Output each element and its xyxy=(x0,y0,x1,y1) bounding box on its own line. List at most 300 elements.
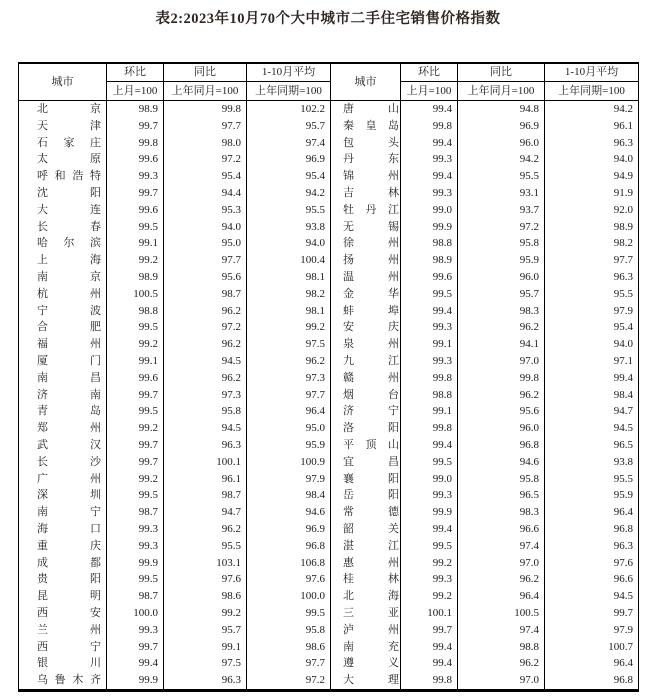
yoy-value: 96.0 xyxy=(458,269,545,286)
city-name-text: 烟台 xyxy=(343,388,399,401)
table-row xyxy=(19,605,639,622)
mom-value: 99.1 xyxy=(401,403,458,420)
yoy-value: 96.2 xyxy=(164,370,247,387)
header-yoy-left: 同比 xyxy=(164,63,247,82)
yoy-value: 94.5 xyxy=(164,353,247,370)
mom-value: 100.5 xyxy=(107,286,164,303)
mom-value: 100.1 xyxy=(401,605,458,622)
yoy-value: 96.2 xyxy=(164,303,247,320)
city-name xyxy=(19,151,107,168)
table-title: 表2:2023年10月70个大中城市二手住宅销售价格指数 xyxy=(155,11,501,27)
city-name-text: 南京 xyxy=(37,270,101,283)
yoy-value: 103.1 xyxy=(164,555,247,572)
city-name-text: 吉林 xyxy=(343,186,399,199)
avg-value: 96.6 xyxy=(545,571,639,588)
city-name-text: 长沙 xyxy=(37,455,101,468)
avg-value: 98.1 xyxy=(247,303,331,320)
avg-value: 95.0 xyxy=(247,420,331,437)
city-name-text: 天津 xyxy=(37,119,101,132)
mom-value: 99.4 xyxy=(401,168,458,185)
avg-value: 96.3 xyxy=(545,269,639,286)
avg-value: 94.5 xyxy=(545,420,639,437)
yoy-value: 98.0 xyxy=(164,135,247,152)
mom-value: 99.8 xyxy=(401,370,458,387)
mom-value: 99.4 xyxy=(401,639,458,656)
yoy-value: 97.7 xyxy=(164,252,247,269)
table-row xyxy=(19,504,639,521)
yoy-value: 94.2 xyxy=(458,151,545,168)
city-name xyxy=(331,353,401,370)
header-avg-base-left: 上年同期=100 xyxy=(247,82,331,101)
mom-value: 99.8 xyxy=(107,135,164,152)
avg-value: 95.8 xyxy=(247,622,331,639)
yoy-value: 96.9 xyxy=(458,118,545,135)
yoy-value: 98.7 xyxy=(164,286,247,303)
city-name-text: 北海 xyxy=(343,590,399,603)
yoy-value: 95.7 xyxy=(164,622,247,639)
city-name xyxy=(19,118,107,135)
avg-value: 97.7 xyxy=(545,252,639,269)
avg-value: 99.7 xyxy=(545,605,639,622)
mom-value: 99.7 xyxy=(107,454,164,471)
mom-value: 99.5 xyxy=(107,403,164,420)
table-body xyxy=(19,101,639,691)
table-row xyxy=(19,151,639,168)
table-row xyxy=(19,403,639,420)
avg-value: 95.9 xyxy=(247,437,331,454)
mom-value: 99.3 xyxy=(401,487,458,504)
avg-value: 100.9 xyxy=(247,454,331,471)
yoy-value: 94.0 xyxy=(164,219,247,236)
city-name-text: 襄阳 xyxy=(343,472,399,485)
yoy-value: 95.0 xyxy=(164,235,247,252)
mom-value: 99.0 xyxy=(401,202,458,219)
table-row xyxy=(19,286,639,303)
yoy-value: 95.7 xyxy=(458,286,545,303)
table-row xyxy=(19,269,639,286)
yoy-value: 95.8 xyxy=(458,235,545,252)
yoy-value: 96.2 xyxy=(164,336,247,353)
mom-value: 99.0 xyxy=(401,471,458,488)
avg-value: 97.5 xyxy=(247,336,331,353)
table-row xyxy=(19,303,639,320)
city-name-text: 济宁 xyxy=(343,405,399,418)
city-name-text: 宁波 xyxy=(37,304,101,317)
city-name xyxy=(331,202,401,219)
city-name-text: 深圳 xyxy=(37,489,101,502)
mom-value: 99.7 xyxy=(107,639,164,656)
header-yoy-right: 同比 xyxy=(458,63,545,82)
avg-value: 96.9 xyxy=(247,151,331,168)
mom-value: 99.8 xyxy=(401,672,458,690)
city-name-text: 湛江 xyxy=(343,539,399,552)
mom-value: 99.9 xyxy=(107,555,164,572)
yoy-value: 94.4 xyxy=(164,185,247,202)
city-name-text: 宜昌 xyxy=(343,455,399,468)
mom-value: 99.9 xyxy=(401,219,458,236)
city-name xyxy=(19,605,107,622)
header-mom-base-right: 上月=100 xyxy=(401,82,458,101)
city-name xyxy=(331,336,401,353)
table-row xyxy=(19,420,639,437)
table-row xyxy=(19,319,639,336)
yoy-value: 95.3 xyxy=(164,202,247,219)
mom-value: 99.2 xyxy=(107,420,164,437)
mom-value: 99.3 xyxy=(401,319,458,336)
yoy-value: 97.3 xyxy=(164,387,247,404)
city-name xyxy=(331,521,401,538)
yoy-value: 93.7 xyxy=(458,202,545,219)
city-name-text: 长春 xyxy=(37,220,101,233)
avg-value: 106.8 xyxy=(247,555,331,572)
city-name-text: 常德 xyxy=(343,506,399,519)
city-name-text: 三亚 xyxy=(343,606,399,619)
city-name xyxy=(331,151,401,168)
yoy-value: 99.1 xyxy=(164,639,247,656)
mom-value: 99.2 xyxy=(107,471,164,488)
avg-value: 96.3 xyxy=(545,135,639,152)
mom-value: 99.3 xyxy=(401,185,458,202)
avg-value: 94.7 xyxy=(545,403,639,420)
table-row xyxy=(19,538,639,555)
yoy-value: 97.7 xyxy=(164,118,247,135)
yoy-value: 99.8 xyxy=(458,370,545,387)
avg-value: 96.4 xyxy=(545,655,639,672)
city-name xyxy=(19,555,107,572)
header-mom-left: 环比 xyxy=(107,63,164,82)
city-name xyxy=(19,655,107,672)
avg-value: 97.9 xyxy=(545,303,639,320)
header-city-right: 城市 xyxy=(331,63,401,101)
city-name-text: 昆明 xyxy=(37,590,101,603)
table-row xyxy=(19,672,639,690)
city-name xyxy=(331,420,401,437)
city-name-text: 杭州 xyxy=(37,287,101,300)
mom-value: 99.5 xyxy=(401,538,458,555)
avg-value: 99.4 xyxy=(545,370,639,387)
city-name-text: 唐山 xyxy=(343,103,399,115)
mom-value: 98.9 xyxy=(107,269,164,286)
yoy-value: 97.5 xyxy=(164,655,247,672)
city-name-text: 哈尔滨 xyxy=(37,237,101,250)
table-row xyxy=(19,168,639,185)
yoy-value: 96.2 xyxy=(458,571,545,588)
city-name-text: 洛阳 xyxy=(343,422,399,435)
yoy-value: 96.5 xyxy=(458,487,545,504)
table-row xyxy=(19,555,639,572)
avg-value: 94.0 xyxy=(545,151,639,168)
city-name xyxy=(331,269,401,286)
avg-value: 98.1 xyxy=(247,269,331,286)
avg-value: 97.1 xyxy=(545,353,639,370)
mom-value: 99.4 xyxy=(401,655,458,672)
city-name-text: 兰州 xyxy=(37,623,101,636)
table-row xyxy=(19,235,639,252)
yoy-value: 96.0 xyxy=(458,135,545,152)
mom-value: 99.5 xyxy=(401,454,458,471)
mom-value: 99.4 xyxy=(401,521,458,538)
avg-value: 97.2 xyxy=(247,672,331,690)
avg-value: 97.6 xyxy=(247,571,331,588)
yoy-value: 96.4 xyxy=(458,588,545,605)
mom-value: 98.7 xyxy=(107,588,164,605)
yoy-value: 96.2 xyxy=(458,655,545,672)
city-name xyxy=(331,454,401,471)
city-name-text: 岳阳 xyxy=(343,489,399,502)
city-name-text: 西宁 xyxy=(37,640,101,653)
yoy-value: 97.0 xyxy=(458,555,545,572)
table-row xyxy=(19,571,639,588)
mom-value: 99.1 xyxy=(107,353,164,370)
city-name xyxy=(331,118,401,135)
mom-value: 99.3 xyxy=(401,151,458,168)
avg-value: 95.5 xyxy=(247,202,331,219)
mom-value: 99.4 xyxy=(401,303,458,320)
city-name xyxy=(19,387,107,404)
mom-value: 99.3 xyxy=(107,538,164,555)
city-name-text: 扬州 xyxy=(343,254,399,267)
avg-value: 93.8 xyxy=(545,454,639,471)
city-name xyxy=(331,588,401,605)
avg-value: 94.2 xyxy=(247,185,331,202)
yoy-value: 96.2 xyxy=(458,387,545,404)
avg-value: 96.4 xyxy=(545,504,639,521)
table-row xyxy=(19,336,639,353)
yoy-value: 98.3 xyxy=(458,504,545,521)
city-name-text: 厦门 xyxy=(37,354,101,367)
yoy-value: 96.2 xyxy=(164,521,247,538)
mom-value: 99.6 xyxy=(107,151,164,168)
avg-value: 95.5 xyxy=(545,286,639,303)
mom-value: 99.9 xyxy=(107,672,164,690)
yoy-value: 98.8 xyxy=(458,639,545,656)
yoy-value: 96.2 xyxy=(458,319,545,336)
city-name xyxy=(19,185,107,202)
city-name xyxy=(19,168,107,185)
yoy-value: 97.6 xyxy=(164,571,247,588)
city-name-text: 郑州 xyxy=(37,422,101,435)
mom-value: 98.8 xyxy=(401,387,458,404)
city-name-text: 大连 xyxy=(37,203,101,216)
avg-value: 96.5 xyxy=(545,437,639,454)
mom-value: 99.4 xyxy=(401,135,458,152)
city-name xyxy=(331,235,401,252)
city-name-text: 西安 xyxy=(37,606,101,619)
mom-value: 99.1 xyxy=(401,336,458,353)
avg-value: 99.5 xyxy=(247,605,331,622)
avg-value: 95.4 xyxy=(545,319,639,336)
city-name xyxy=(19,370,107,387)
header-mom-right: 环比 xyxy=(401,63,458,82)
city-name-text: 贵阳 xyxy=(37,573,101,586)
city-name xyxy=(331,538,401,555)
yoy-value: 96.8 xyxy=(458,437,545,454)
table-row xyxy=(19,202,639,219)
yoy-value: 97.4 xyxy=(458,622,545,639)
city-name xyxy=(19,622,107,639)
yoy-value: 97.4 xyxy=(458,538,545,555)
mom-value: 99.4 xyxy=(401,437,458,454)
table-row xyxy=(19,185,639,202)
city-name xyxy=(19,403,107,420)
city-name-text: 成都 xyxy=(37,556,101,569)
mom-value: 99.8 xyxy=(401,118,458,135)
city-name xyxy=(19,571,107,588)
city-name-text: 福州 xyxy=(37,338,101,351)
yoy-value: 97.2 xyxy=(458,219,545,236)
city-name xyxy=(19,521,107,538)
mom-value: 98.9 xyxy=(401,252,458,269)
mom-value: 99.6 xyxy=(107,202,164,219)
yoy-value: 98.7 xyxy=(164,487,247,504)
city-name xyxy=(19,235,107,252)
city-name-text: 遵义 xyxy=(343,657,399,670)
city-name xyxy=(331,487,401,504)
avg-value: 98.4 xyxy=(247,487,331,504)
city-name xyxy=(19,202,107,219)
table-row xyxy=(19,353,639,370)
city-name xyxy=(331,252,401,269)
city-name xyxy=(19,336,107,353)
city-name xyxy=(331,387,401,404)
table-row xyxy=(19,471,639,488)
avg-value: 92.0 xyxy=(545,202,639,219)
city-name xyxy=(19,219,107,236)
avg-value: 98.9 xyxy=(545,219,639,236)
yoy-value: 96.3 xyxy=(164,672,247,690)
mom-value: 99.3 xyxy=(401,353,458,370)
city-name-text: 包头 xyxy=(343,136,399,149)
city-name xyxy=(331,655,401,672)
table-row xyxy=(19,655,639,672)
mom-value: 99.3 xyxy=(107,521,164,538)
mom-value: 99.5 xyxy=(107,319,164,336)
yoy-value: 95.5 xyxy=(458,168,545,185)
city-name xyxy=(331,605,401,622)
city-name xyxy=(19,353,107,370)
yoy-value: 100.1 xyxy=(164,454,247,471)
avg-value: 96.8 xyxy=(247,538,331,555)
city-name xyxy=(19,319,107,336)
city-name-text: 泉州 xyxy=(343,338,399,351)
mom-value: 99.7 xyxy=(107,118,164,135)
price-index-table-wrap xyxy=(18,62,638,692)
header-yoy-base-right: 上年同月=100 xyxy=(458,82,545,101)
city-name xyxy=(19,672,107,690)
city-name xyxy=(19,454,107,471)
mom-value: 98.9 xyxy=(107,101,164,118)
avg-value: 98.2 xyxy=(247,286,331,303)
city-name-text: 牡丹江 xyxy=(343,203,399,216)
city-name-text: 乌鲁木齐 xyxy=(37,674,101,687)
city-name xyxy=(331,504,401,521)
city-name-text: 温州 xyxy=(343,270,399,283)
header-avg-base-right: 上年同期=100 xyxy=(545,82,639,101)
table-row xyxy=(19,101,639,118)
avg-value: 97.7 xyxy=(247,387,331,404)
avg-value: 98.2 xyxy=(545,235,639,252)
table-row xyxy=(19,387,639,404)
table-row xyxy=(19,135,639,152)
avg-value: 97.9 xyxy=(545,622,639,639)
header-city-left: 城市 xyxy=(19,63,107,101)
table-row xyxy=(19,639,639,656)
mom-value: 99.5 xyxy=(401,286,458,303)
mom-value: 99.2 xyxy=(107,336,164,353)
table-header xyxy=(19,63,639,101)
avg-value: 98.4 xyxy=(545,387,639,404)
city-name-text: 南宁 xyxy=(37,506,101,519)
avg-value: 97.4 xyxy=(247,135,331,152)
city-name-text: 银川 xyxy=(37,657,101,670)
avg-value: 95.9 xyxy=(545,487,639,504)
city-name xyxy=(331,319,401,336)
yoy-value: 95.6 xyxy=(458,403,545,420)
yoy-value: 98.6 xyxy=(164,588,247,605)
city-name-text: 秦皇岛 xyxy=(343,119,399,132)
city-name xyxy=(19,286,107,303)
city-name xyxy=(19,639,107,656)
city-name-text: 武汉 xyxy=(37,438,101,451)
price-index-table xyxy=(18,62,639,692)
city-name xyxy=(19,588,107,605)
avg-value: 94.0 xyxy=(545,336,639,353)
city-name xyxy=(19,538,107,555)
city-name xyxy=(331,219,401,236)
mom-value: 99.6 xyxy=(107,370,164,387)
city-name-text: 桂林 xyxy=(343,573,399,586)
avg-value: 93.8 xyxy=(247,219,331,236)
avg-value: 96.9 xyxy=(247,521,331,538)
table-row xyxy=(19,370,639,387)
city-name xyxy=(331,286,401,303)
city-name-text: 青岛 xyxy=(37,405,101,418)
avg-value: 97.9 xyxy=(247,471,331,488)
table-row xyxy=(19,219,639,236)
table-row xyxy=(19,622,639,639)
avg-value: 100.4 xyxy=(247,252,331,269)
city-name xyxy=(331,370,401,387)
yoy-value: 97.2 xyxy=(164,151,247,168)
city-name-text: 泸州 xyxy=(343,623,399,636)
avg-value: 96.8 xyxy=(545,521,639,538)
table-row xyxy=(19,454,639,471)
mom-value: 99.8 xyxy=(401,420,458,437)
avg-value: 102.2 xyxy=(247,101,331,118)
city-name-text: 上海 xyxy=(37,254,101,267)
city-name xyxy=(331,303,401,320)
yoy-value: 96.6 xyxy=(458,521,545,538)
mom-value: 99.7 xyxy=(401,622,458,639)
city-name-text: 金华 xyxy=(343,287,399,300)
city-name-text: 沈阳 xyxy=(37,186,101,199)
mom-value: 99.4 xyxy=(401,101,458,118)
city-name xyxy=(331,571,401,588)
city-name xyxy=(331,185,401,202)
mom-value: 99.3 xyxy=(107,168,164,185)
city-name-text: 蚌埠 xyxy=(343,304,399,317)
mom-value: 98.7 xyxy=(107,504,164,521)
table-row xyxy=(19,118,639,135)
city-name xyxy=(19,487,107,504)
avg-value: 96.8 xyxy=(545,672,639,690)
avg-value: 94.9 xyxy=(545,168,639,185)
avg-value: 96.2 xyxy=(247,353,331,370)
avg-value: 97.7 xyxy=(247,655,331,672)
mom-value: 98.8 xyxy=(401,235,458,252)
yoy-value: 96.1 xyxy=(164,471,247,488)
city-name xyxy=(19,504,107,521)
